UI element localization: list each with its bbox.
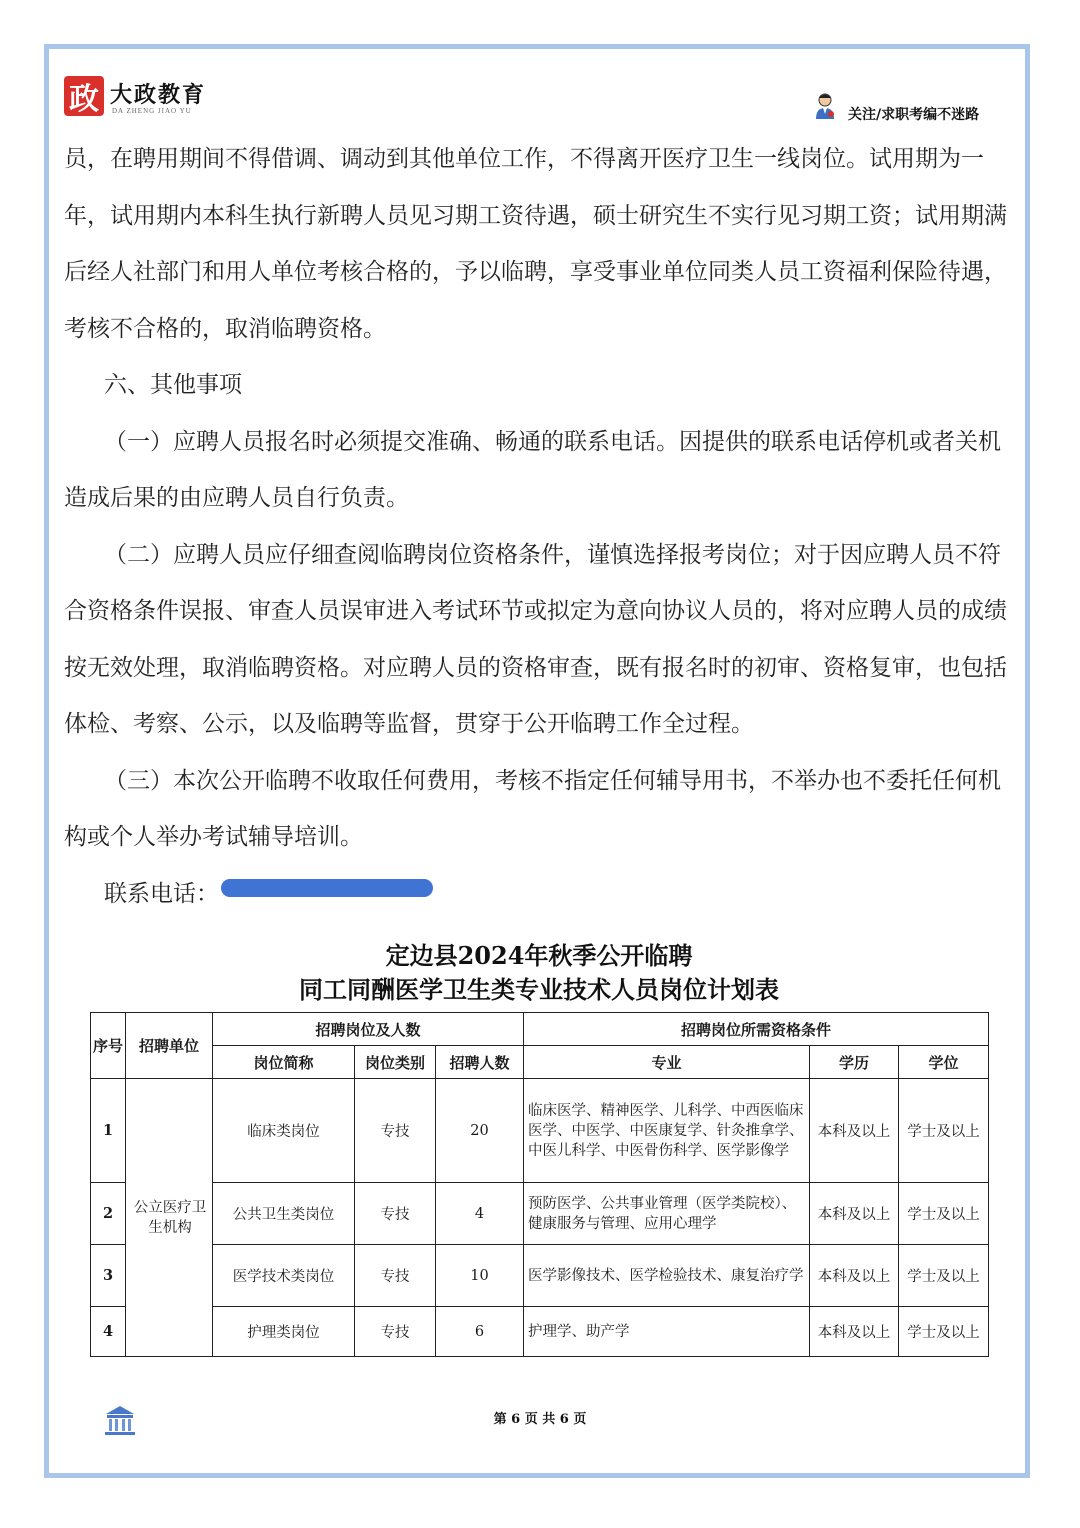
cell-major: 临床医学、精神医学、儿科学、中西医临床医学、中医学、中医康复学、针灸推拿学、中医儿科学、中医骨伤科学、医学影像学 [524,1079,810,1183]
cell-seq: 3 [91,1245,126,1307]
cell-count: 20 [436,1079,524,1183]
table-title-line-2: 同工同酬医学卫生类专业技术人员岗位计划表 [299,975,779,1004]
cell-seq: 2 [91,1183,126,1245]
contact-line [64,866,1019,923]
header-category: 岗位类别 [355,1046,436,1079]
cell-education: 本科及以上 [810,1245,899,1307]
header-group-qualifications: 招聘岗位所需资格条件 [524,1013,989,1046]
cell-education: 本科及以上 [810,1079,899,1183]
cell-category: 专技 [355,1183,436,1245]
cell-seq: 1 [91,1079,126,1183]
header-position: 岗位简称 [213,1046,355,1079]
brand-subtitle: DA ZHENG JIAO YU [112,107,192,115]
logo-icon: 政 [64,76,104,116]
page-number: 第 6 页 共 6 页 [493,1412,587,1427]
table-row [91,1245,989,1307]
paragraph-continued: 员，在聘用期间不得借调、调动到其他单位工作，不得离开医疗卫生一线岗位。试用期为一年，试用期内本科生执行新聘人员见习期工资待遇，硕士研究生不实行见习期工资；试用期满后经人社部门和用人单位考核合格的，予以临聘，享受事业单位同类人员工资福利保险待遇，考核不合格的，取消临聘资格。 [64,146,1007,342]
cell-category: 专技 [355,1245,436,1307]
table-row [91,1307,989,1357]
cell-degree: 学士及以上 [899,1307,989,1357]
section-heading: 六、其他事项 [104,372,242,398]
header-degree: 学位 [899,1046,989,1079]
cell-education: 本科及以上 [810,1183,899,1245]
cell-position: 护理类岗位 [213,1307,355,1357]
cell-category: 专技 [355,1079,436,1183]
cell-education: 本科及以上 [810,1307,899,1357]
cell-degree: 学士及以上 [899,1183,989,1245]
header-count: 招聘人数 [436,1046,524,1079]
table-header-row-2 [91,1046,989,1079]
cell-major: 预防医学、公共事业管理（医学类院校）、健康服务与管理、应用心理学 [524,1183,810,1245]
header-education: 学历 [810,1046,899,1079]
position-plan-table [90,1012,989,1357]
brand-name: 大政教育 [110,82,207,108]
item-3: （三）本次公开临聘不收取任何费用，考核不指定任何辅导用书，不举办也不委托任何机构或个人举办考试辅导培训。 [64,767,1001,850]
cell-major: 护理学、助产学 [524,1307,810,1357]
person-icon [814,92,836,120]
item-1: （一）应聘人员报名时必须提交准确、畅通的联系电话。因提供的联系电话停机或者关机造成后果的由应聘人员自行负责。 [64,428,1001,511]
cell-count: 4 [436,1183,524,1245]
cell-position: 公共卫生类岗位 [213,1183,355,1245]
tagline: 关注/求职考编不迷路 [848,107,980,123]
header-major: 专业 [524,1046,810,1079]
contact-label: 联系电话： [104,880,219,907]
document-body [64,131,1019,922]
cell-degree: 学士及以上 [899,1079,989,1183]
header-group-positions: 招聘岗位及人数 [213,1013,524,1046]
table-header-row-1 [91,1013,989,1046]
table-row [91,1183,989,1245]
cell-seq: 4 [91,1307,126,1357]
cell-position: 医学技术类岗位 [213,1245,355,1307]
redaction-mark [221,879,433,897]
header-unit: 招聘单位 [126,1013,213,1079]
header-seq: 序号 [91,1013,126,1079]
cell-position: 临床类岗位 [213,1079,355,1183]
cell-degree: 学士及以上 [899,1245,989,1307]
table-row [91,1079,989,1183]
item-2: （二）应聘人员应仔细查阅临聘岗位资格条件，谨慎选择报考岗位；对于因应聘人员不符合资格条件误报、审查人员误审进入考试环节或拟定为意向协议人员的，将对应聘人员的成绩按无效处理，取消临聘资格。对应聘人员的资格审查，既有报名时的初审、资格复审，也包括体检、考察、公示，以及临聘等监督，贯穿于公开临聘工作全过程。 [64,541,1007,737]
table-title-line-1: 定边县2024年秋季公开临聘 [385,941,693,970]
cell-count: 10 [436,1245,524,1307]
cell-category: 专技 [355,1307,436,1357]
cell-count: 6 [436,1307,524,1357]
cell-major: 医学影像技术、医学检验技术、康复治疗学 [524,1245,810,1307]
cell-unit: 公立医疗卫生机构 [126,1079,213,1357]
